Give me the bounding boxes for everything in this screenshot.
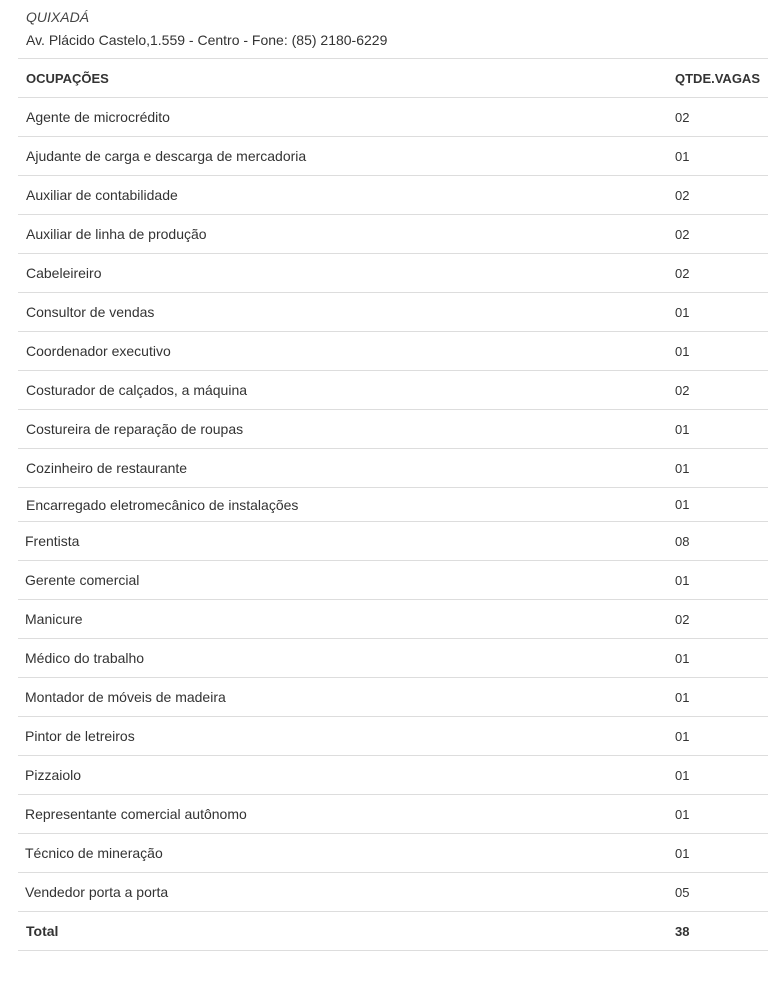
location-header	[26, 7, 387, 50]
occupation-cell: Agente de microcrédito	[18, 98, 667, 137]
table-row	[18, 293, 768, 332]
quantity-cell: 01	[667, 137, 768, 176]
occupation-cell: Manicure	[18, 600, 667, 639]
quantity-cell: 01	[667, 834, 768, 873]
quantity-cell: 01	[667, 488, 768, 522]
occupation-cell: Consultor de vendas	[18, 293, 667, 332]
occupation-cell: Frentista	[18, 522, 667, 561]
occupation-cell: Técnico de mineração	[18, 834, 667, 873]
table-row	[18, 522, 768, 561]
quantity-cell: 02	[667, 254, 768, 293]
occupation-cell: Vendedor porta a porta	[18, 873, 667, 912]
total-value: 38	[667, 912, 768, 951]
total-label: Total	[18, 912, 667, 951]
table-row	[18, 176, 768, 215]
occupation-cell: Cabeleireiro	[18, 254, 667, 293]
table-row	[18, 717, 768, 756]
occupation-cell: Gerente comercial	[18, 561, 667, 600]
occupation-cell: Coordenador executivo	[18, 332, 667, 371]
occupation-column-header: OCUPAÇÕES	[18, 59, 667, 98]
quantity-cell: 01	[667, 678, 768, 717]
quantity-cell: 02	[667, 215, 768, 254]
table-row	[18, 98, 768, 137]
quantity-cell: 01	[667, 639, 768, 678]
quantity-cell: 02	[667, 176, 768, 215]
quantity-cell: 08	[667, 522, 768, 561]
quantity-cell: 01	[667, 756, 768, 795]
table-row	[18, 561, 768, 600]
occupation-cell: Auxiliar de contabilidade	[18, 176, 667, 215]
total-row	[18, 912, 768, 951]
occupation-cell: Costurador de calçados, a máquina	[18, 371, 667, 410]
quantity-cell: 02	[667, 371, 768, 410]
occupation-cell: Pizzaiolo	[18, 756, 667, 795]
occupation-cell: Representante comercial autônomo	[18, 795, 667, 834]
occupation-cell: Auxiliar de linha de produção	[18, 215, 667, 254]
table-row	[18, 834, 768, 873]
quantity-cell: 02	[667, 600, 768, 639]
quantity-cell: 01	[667, 795, 768, 834]
table-row	[18, 215, 768, 254]
address-line: Av. Plácido Castelo,1.559 - Centro - Fone: (85) 2180-6229	[26, 32, 388, 48]
quantity-cell: 01	[667, 449, 768, 488]
quantity-cell: 05	[667, 873, 768, 912]
city-name: QUIXADÁ	[26, 9, 90, 25]
quantity-cell: 01	[667, 293, 768, 332]
occupation-cell: Cozinheiro de restaurante	[18, 449, 667, 488]
table-row	[18, 410, 768, 449]
quantity-column-header: QTDE.VAGAS	[667, 59, 768, 98]
table-row	[18, 371, 768, 410]
table-row	[18, 332, 768, 371]
table-row	[18, 254, 768, 293]
occupation-cell: Ajudante de carga e descarga de mercadoria	[18, 137, 667, 176]
occupation-cell: Costureira de reparação de roupas	[18, 410, 667, 449]
occupation-cell: Encarregado eletromecânico de instalações	[18, 488, 667, 522]
quantity-cell: 01	[667, 332, 768, 371]
table-row	[18, 639, 768, 678]
occupation-cell: Médico do trabalho	[18, 639, 667, 678]
table-row	[18, 756, 768, 795]
table-row	[18, 873, 768, 912]
quantity-cell: 01	[667, 717, 768, 756]
quantity-cell: 01	[667, 561, 768, 600]
table-row	[18, 449, 768, 488]
table-row	[18, 678, 768, 717]
table-row	[18, 137, 768, 176]
quantity-cell: 01	[667, 410, 768, 449]
table-row	[18, 488, 768, 522]
table-header-row	[18, 59, 768, 98]
occupation-cell: Pintor de letreiros	[18, 717, 667, 756]
job-openings-table	[18, 58, 768, 951]
table-row	[18, 795, 768, 834]
table-row	[18, 600, 768, 639]
occupation-cell: Montador de móveis de madeira	[18, 678, 667, 717]
quantity-cell: 02	[667, 98, 768, 137]
